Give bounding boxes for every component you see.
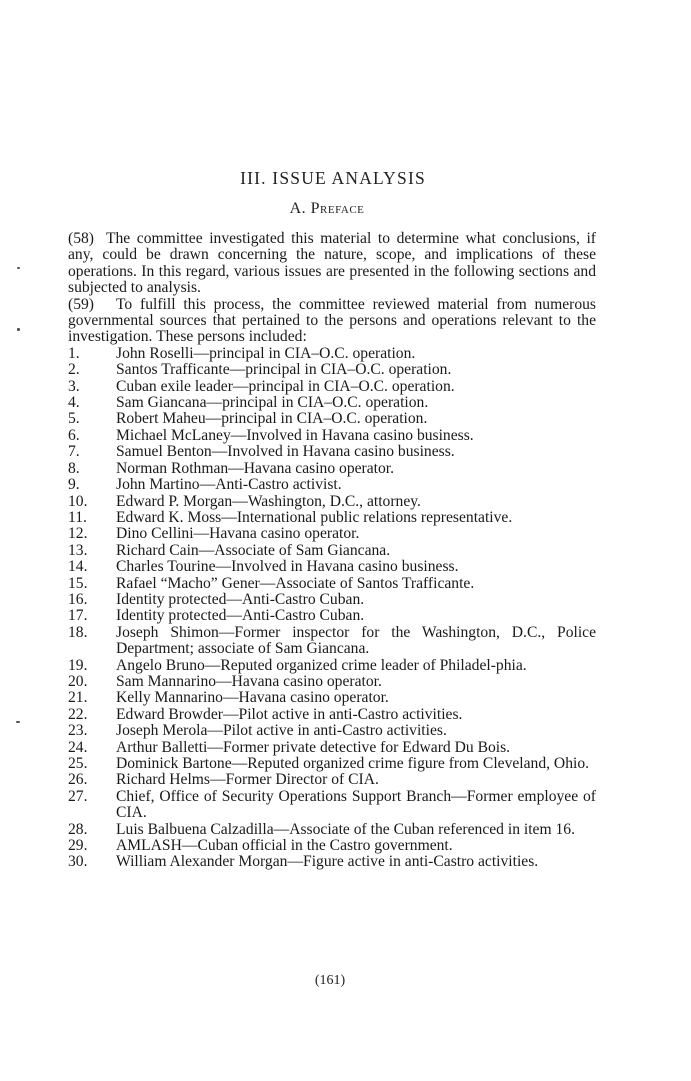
item-number: 5. bbox=[68, 410, 80, 428]
item-number: 10. bbox=[68, 492, 88, 510]
item-number: 23. bbox=[68, 722, 88, 740]
item-text: Edward Browder—Pilot active in anti-Castro activities. bbox=[116, 705, 463, 723]
item-number: 4. bbox=[68, 394, 80, 412]
item-text: Robert Maheu—principal in CIA–O.C. operation. bbox=[116, 410, 428, 428]
person-list-item bbox=[68, 608, 596, 624]
item-number: 26. bbox=[68, 771, 88, 789]
item-text: Norman Rothman—Havana casino operator. bbox=[116, 459, 395, 477]
item-text: William Alexander Morgan—Figure active in anti-Castro activities. bbox=[116, 853, 539, 871]
paragraph-58 bbox=[68, 231, 596, 297]
item-text: Rafael “Macho” Gener—Associate of Santos Trafficante. bbox=[116, 574, 475, 592]
item-text: Samuel Benton—Involved in Havana casino business. bbox=[116, 443, 455, 461]
item-text: Joseph Shimon—Former inspector for the Washington, D.C., Police Department; associate of Sam Giancana. bbox=[116, 623, 596, 658]
item-text: Arthur Balletti—Former private detective for Edward Du Bois. bbox=[116, 738, 511, 756]
item-number: 22. bbox=[68, 705, 88, 723]
person-list-item bbox=[68, 789, 596, 822]
item-text: Richard Cain—Associate of Sam Giancana. bbox=[116, 541, 391, 559]
item-text: Identity protected—Anti-Castro Cuban. bbox=[116, 590, 365, 608]
person-list-item bbox=[68, 543, 596, 559]
person-list-item bbox=[68, 772, 596, 788]
item-text: Santos Trafficante—principal in CIA–O.C. operation. bbox=[116, 361, 452, 379]
paragraph-text: To fulfill this process, the committee reviewed material from numerous governmental sources that pertained to the persons and operations relevant to the investigation. These persons included: bbox=[68, 295, 596, 346]
person-list-item bbox=[68, 526, 596, 542]
item-number: 7. bbox=[68, 443, 80, 461]
item-text: Dominick Bartone—Reputed organized crime figure from Cleveland, Ohio. bbox=[116, 755, 590, 772]
person-list-item bbox=[68, 576, 596, 592]
person-list-item bbox=[68, 510, 596, 526]
item-text: Angelo Bruno—Reputed organized crime leader of Philadel-phia. bbox=[116, 656, 527, 674]
item-text: Edward P. Morgan—Washington, D.C., attorney. bbox=[116, 492, 421, 510]
item-number: 12. bbox=[68, 525, 88, 543]
person-list-item bbox=[68, 838, 596, 854]
body-text bbox=[68, 231, 596, 871]
person-list-item bbox=[68, 411, 596, 427]
person-list-item bbox=[68, 428, 596, 444]
item-number: 21. bbox=[68, 689, 88, 707]
item-text: Chief, Office of Security Operations Support Branch—Former employee of CIA. bbox=[116, 787, 596, 822]
item-text: Luis Balbuena Calzadilla—Associate of the Cuban referenced in item 16. bbox=[116, 820, 575, 838]
item-number: 24. bbox=[68, 738, 88, 756]
person-list-item bbox=[68, 822, 596, 838]
item-text: Cuban exile leader—principal in CIA–O.C. operation. bbox=[116, 377, 455, 395]
paragraph-59 bbox=[68, 297, 596, 346]
person-list-item bbox=[68, 740, 596, 756]
item-number: 1. bbox=[68, 344, 80, 362]
item-number: 15. bbox=[68, 574, 88, 592]
scan-artifact bbox=[17, 328, 20, 331]
person-list-item bbox=[68, 658, 596, 674]
item-text: Charles Tourine—Involved in Havana casino business. bbox=[116, 558, 459, 576]
section-letter: A. bbox=[289, 200, 307, 217]
item-number: 25. bbox=[68, 755, 88, 772]
scan-artifact bbox=[17, 267, 20, 269]
item-number: 16. bbox=[68, 590, 88, 608]
item-text: Sam Mannarino—Havana casino operator. bbox=[116, 672, 382, 690]
item-number: 13. bbox=[68, 541, 88, 559]
chapter-title: III. ISSUE ANALYSIS bbox=[240, 168, 426, 188]
item-number: 2. bbox=[68, 361, 80, 379]
person-list-item bbox=[68, 477, 596, 493]
person-list-item bbox=[68, 592, 596, 608]
persons-list bbox=[68, 346, 596, 871]
person-list-item bbox=[68, 559, 596, 575]
item-text: Richard Helms—Former Director of CIA. bbox=[116, 771, 379, 789]
paragraph-number: (58) bbox=[68, 230, 94, 247]
item-text: Dino Cellini—Havana casino operator. bbox=[116, 525, 360, 543]
item-number: 8. bbox=[68, 459, 80, 477]
item-number: 20. bbox=[68, 672, 88, 690]
item-text: Joseph Merola—Pilot active in anti-Castro activities. bbox=[116, 722, 447, 740]
item-text: John Roselli—principal in CIA–O.C. operation. bbox=[116, 344, 416, 362]
scan-artifact bbox=[16, 721, 20, 723]
item-number: 18. bbox=[68, 623, 88, 641]
item-number: 3. bbox=[68, 377, 80, 395]
person-list-item bbox=[68, 379, 596, 395]
item-number: 17. bbox=[68, 607, 88, 625]
item-text: Edward K. Moss—International public relations representative. bbox=[116, 508, 513, 526]
person-list-item bbox=[68, 362, 596, 378]
item-number: 9. bbox=[68, 476, 80, 494]
paragraph-text: The committee investigated this material to determine what conclusions, if any, could be drawn concerning the nature, scope, and implications of these operations. In this regard, various issues are presented in the following sections and subjected to analysis. bbox=[68, 230, 596, 297]
item-number: 14. bbox=[68, 558, 88, 576]
section-heading bbox=[0, 200, 654, 218]
section-name: Preface bbox=[310, 200, 365, 217]
person-list-item bbox=[68, 395, 596, 411]
page-number: (161) bbox=[314, 973, 346, 988]
item-text: AMLASH—Cuban official in the Castro government. bbox=[116, 837, 453, 855]
item-number: 28. bbox=[68, 820, 88, 838]
item-number: 30. bbox=[68, 853, 88, 871]
item-number: 6. bbox=[68, 426, 80, 444]
item-text: Michael McLaney—Involved in Havana casino business. bbox=[116, 426, 474, 444]
person-list-item bbox=[68, 461, 596, 477]
person-list-item bbox=[68, 444, 596, 460]
paragraph-number: (59) bbox=[68, 295, 94, 313]
person-list-item bbox=[68, 723, 596, 739]
person-list-item bbox=[68, 854, 596, 870]
item-text: Kelly Mannarino—Havana casino operator. bbox=[116, 689, 389, 707]
person-list-item bbox=[68, 674, 596, 690]
person-list-item bbox=[68, 494, 596, 510]
item-number: 27. bbox=[68, 787, 88, 805]
item-text: John Martino—Anti-Castro activist. bbox=[116, 476, 342, 494]
person-list-item bbox=[68, 707, 596, 723]
person-list-item bbox=[68, 625, 596, 658]
item-text: Sam Giancana—principal in CIA–O.C. operation. bbox=[116, 394, 429, 412]
item-number: 11. bbox=[68, 508, 87, 526]
item-number: 29. bbox=[68, 837, 88, 855]
item-text: Identity protected—Anti-Castro Cuban. bbox=[116, 607, 365, 625]
person-list-item bbox=[68, 346, 596, 362]
item-number: 19. bbox=[68, 656, 88, 674]
person-list-item bbox=[68, 756, 596, 772]
person-list-item bbox=[68, 690, 596, 706]
